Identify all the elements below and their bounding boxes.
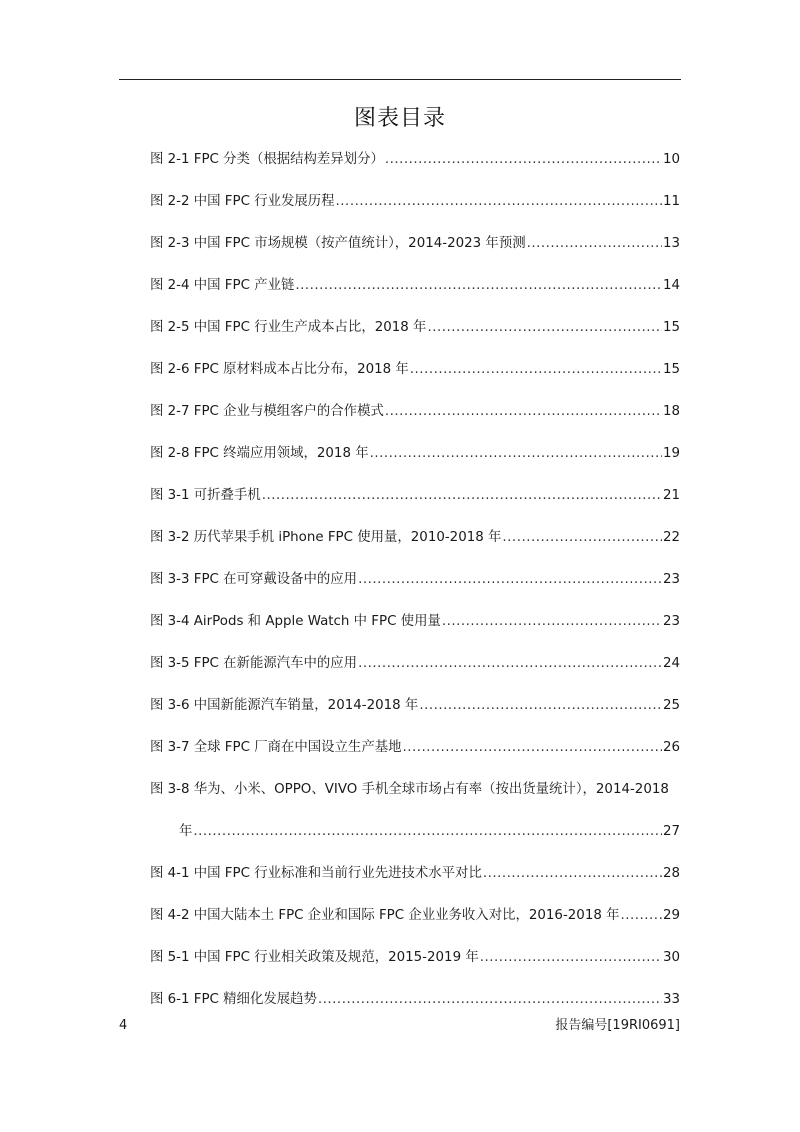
toc-entry[interactable]: [150, 653, 680, 675]
entry-label: 图 4-2 中国大陆本土 FPC 企业和国际 FPC 企业业务收入对比，2016-2018 年: [150, 908, 620, 923]
entry-label: 图 2-8 FPC 终端应用领域，2018 年: [150, 446, 369, 461]
entry-page: 15: [662, 362, 680, 377]
entry-page: 27: [662, 824, 680, 839]
entry-page: 28: [662, 866, 680, 881]
entry-label: 图 2-1 FPC 分类（根据结构差异划分）: [150, 152, 384, 167]
dot-leader: [358, 569, 662, 591]
toc-entry[interactable]: [150, 149, 680, 171]
entry-label: 图 2-2 中国 FPC 行业发展历程: [150, 194, 335, 209]
entry-page: 19: [662, 446, 680, 461]
dot-leader: [403, 737, 662, 759]
dot-leader: [295, 275, 662, 297]
entry-page: 23: [662, 572, 680, 587]
dot-leader: [621, 905, 662, 927]
dot-leader: [427, 317, 662, 339]
entry-page: 13: [662, 236, 680, 251]
page-number: 4: [119, 1018, 128, 1033]
entry-label: 图 3-1 可折叠手机: [150, 488, 261, 503]
dot-leader: [318, 989, 662, 1011]
dot-leader: [480, 947, 662, 969]
toc-entry[interactable]: [150, 863, 680, 885]
entry-label: 图 2-6 FPC 原材料成本占比分布，2018 年: [150, 362, 409, 377]
entry-page: 14: [662, 278, 680, 293]
dot-leader: [527, 233, 662, 255]
entry-page: 11: [662, 194, 680, 209]
entry-page: 26: [662, 740, 680, 755]
entry-page: 29: [662, 908, 680, 923]
dot-leader: [442, 611, 662, 633]
dot-leader: [410, 359, 662, 381]
toc-entry[interactable]: [150, 695, 680, 717]
toc-entry[interactable]: [150, 989, 680, 1011]
entry-label: 图 3-8 华为、小米、OPPO、VIVO 手机全球市场占有率（按出货量统计），2014-2018: [150, 782, 669, 797]
entry-page: 10: [662, 152, 680, 167]
toc-entry[interactable]: [150, 905, 680, 927]
entry-page: 33: [662, 992, 680, 1007]
dot-leader: [370, 443, 662, 465]
header-rule: [119, 79, 681, 80]
toc-entry-continuation[interactable]: [179, 821, 680, 843]
toc-entry[interactable]: [150, 947, 680, 969]
entry-label: 图 5-1 中国 FPC 行业相关政策及规范，2015-2019 年: [150, 950, 479, 965]
entry-label: 图 3-6 中国新能源汽车销量，2014-2018 年: [150, 698, 419, 713]
report-id: 报告编号[19RI0691]: [555, 1018, 680, 1033]
entry-label: 图 3-3 FPC 在可穿戴设备中的应用: [150, 572, 358, 587]
entry-label: 图 3-7 全球 FPC 厂商在中国设立生产基地: [150, 740, 402, 755]
toc-entry[interactable]: [150, 443, 680, 465]
toc-entry[interactable]: [150, 191, 680, 213]
entry-label-continuation: 年: [179, 824, 193, 839]
dot-leader: [502, 527, 662, 549]
entry-page: 25: [662, 698, 680, 713]
toc-entry[interactable]: [150, 611, 680, 633]
entry-label: 图 4-1 中国 FPC 行业标准和当前行业先进技术水平对比: [150, 866, 482, 881]
page-title: 图表目录: [353, 106, 446, 131]
dot-leader: [483, 863, 662, 885]
toc-entry[interactable]: [150, 359, 680, 381]
entry-page: 21: [662, 488, 680, 503]
toc-entry[interactable]: [150, 233, 680, 255]
entry-label: 图 2-7 FPC 企业与模组客户的合作模式: [150, 404, 384, 419]
dot-leader: [385, 401, 662, 423]
toc-entry[interactable]: [150, 401, 680, 423]
entry-page: 22: [662, 530, 680, 545]
entry-label: 图 6-1 FPC 精细化发展趋势: [150, 992, 317, 1007]
entry-label: 图 2-4 中国 FPC 产业链: [150, 278, 295, 293]
entry-page: 15: [662, 320, 680, 335]
entry-label: 图 2-3 中国 FPC 市场规模（按产值统计），2014-2023 年预测: [150, 236, 526, 251]
toc-entry[interactable]: [150, 737, 680, 759]
toc-entry[interactable]: [150, 779, 680, 801]
toc-entry[interactable]: [150, 275, 680, 297]
dot-leader: [358, 653, 662, 675]
entry-label: 图 3-5 FPC 在新能源汽车中的应用: [150, 656, 358, 671]
entry-page: 30: [662, 950, 680, 965]
dot-leader: [193, 821, 662, 843]
dot-leader: [385, 149, 662, 171]
dot-leader: [262, 485, 662, 507]
entry-label: 图 3-2 历代苹果手机 iPhone FPC 使用量，2010-2018 年: [150, 530, 502, 545]
entry-page: 24: [662, 656, 680, 671]
toc-entry[interactable]: [150, 317, 680, 339]
entry-page: 23: [662, 614, 680, 629]
entry-label: 图 3-4 AirPods 和 Apple Watch 中 FPC 使用量: [150, 614, 441, 629]
toc-entry[interactable]: [150, 485, 680, 507]
entry-label: 图 2-5 中国 FPC 行业生产成本占比，2018 年: [150, 320, 427, 335]
toc-entry[interactable]: [150, 527, 680, 549]
toc-entry[interactable]: [150, 569, 680, 591]
entry-page: 18: [662, 404, 680, 419]
dot-leader: [336, 191, 662, 213]
dot-leader: [419, 695, 662, 717]
